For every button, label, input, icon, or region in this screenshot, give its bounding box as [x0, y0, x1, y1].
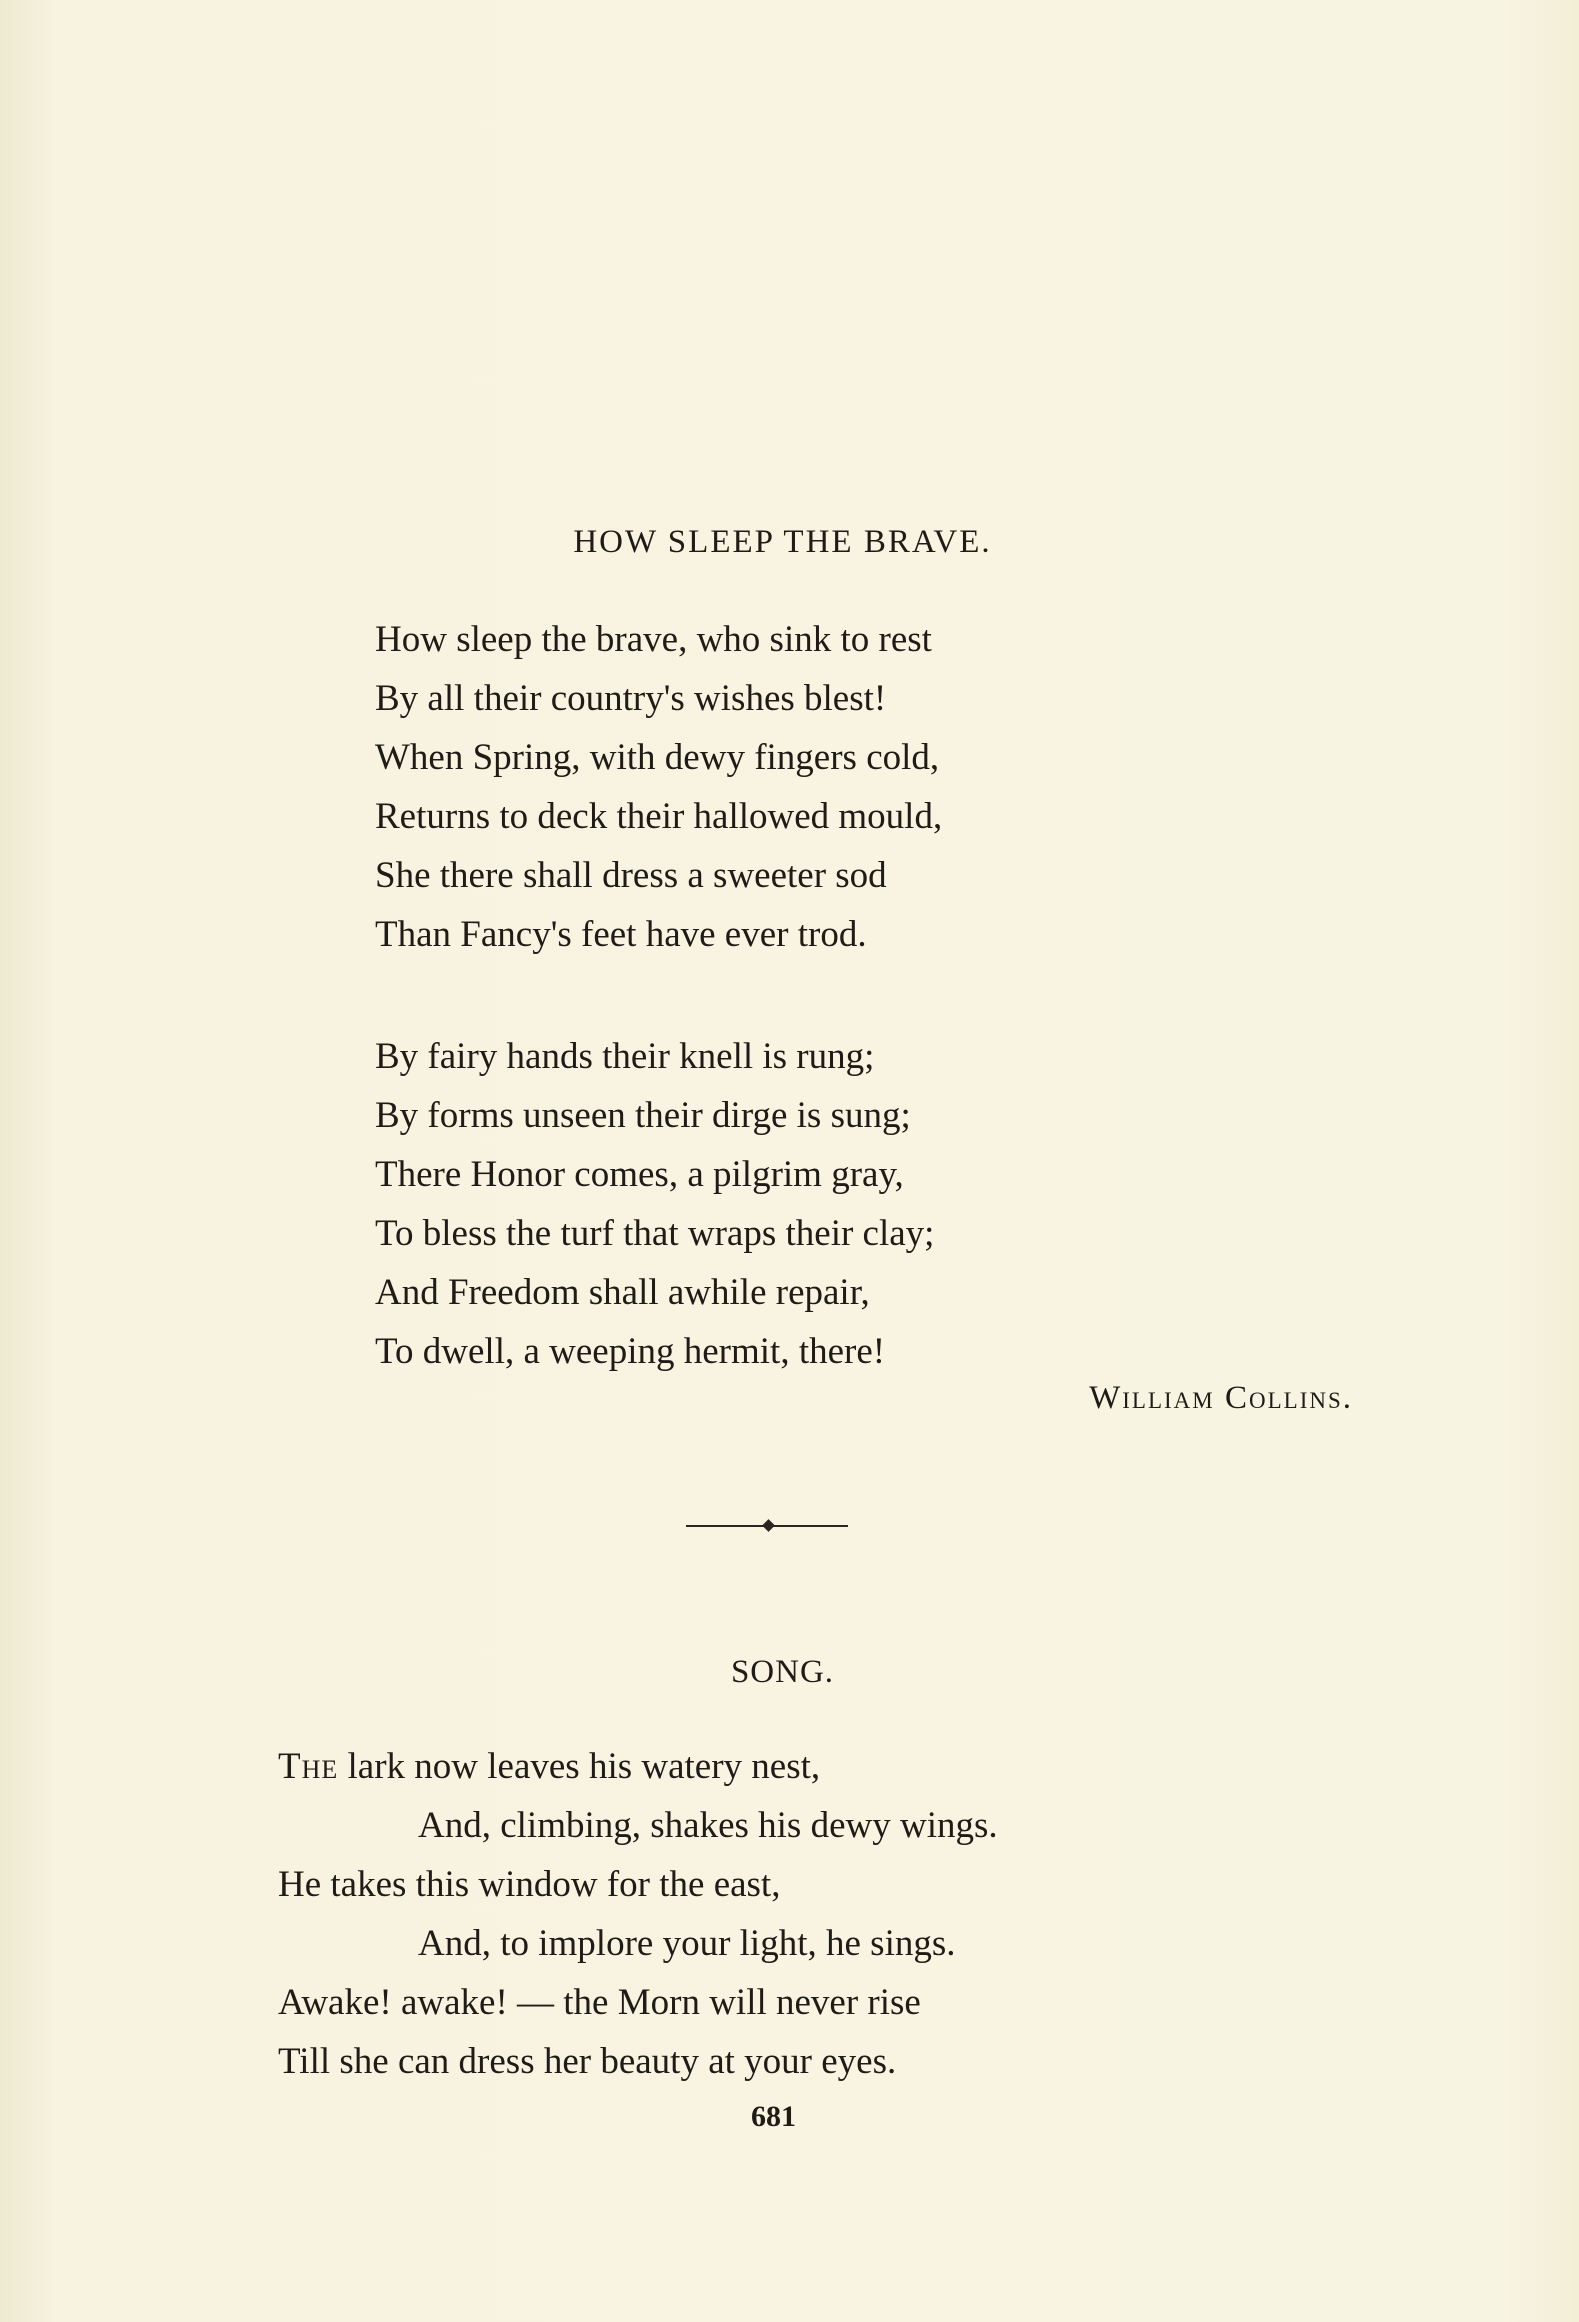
stanza [375, 610, 942, 964]
poem-line: How sleep the brave, who sink to rest [375, 619, 932, 660]
poem-line: Returns to deck their hallowed mould, [375, 796, 943, 837]
poem-line [278, 1737, 998, 1796]
stanza [375, 1027, 934, 1381]
poem-line: Awake! awake! — the Morn will never rise [278, 1982, 921, 2023]
poem-title: HOW SLEEP THE BRAVE. [573, 524, 992, 560]
poem-line: He takes this window for the east, [278, 1864, 781, 1905]
poem-line: Than Fancy's feet have ever trod. [375, 914, 867, 955]
poem-line: She there shall dress a sweeter sod [375, 855, 887, 896]
poem-line: There Honor comes, a pilgrim gray, [375, 1154, 904, 1195]
poem-title: SONG. [730, 1654, 835, 1690]
poem-line: And Freedom shall awhile repair, [375, 1272, 870, 1313]
poem-line: By all their country's wishes blest! [375, 678, 887, 719]
poem-line: By forms unseen their dirge is sung; [375, 1095, 911, 1136]
poem-line: And, climbing, shakes his dewy wings. [418, 1805, 998, 1846]
section-divider [686, 1520, 848, 1532]
opening-word: The [278, 1746, 339, 1787]
poem-author: William Collins. [1089, 1380, 1353, 1416]
stanza [278, 1737, 998, 2091]
poem-line: To bless the turf that wraps their clay; [375, 1213, 935, 1254]
poem-line: To dwell, a weeping hermit, there! [375, 1331, 886, 1372]
page-number: 681 [751, 2100, 796, 2133]
diamond-ornament-icon [762, 1519, 775, 1532]
poem-line: Till she can dress her beauty at your eyes. [278, 2041, 897, 2082]
line-text: lark now leaves his watery nest, [338, 1746, 821, 1787]
poem-line: When Spring, with dewy fingers cold, [375, 737, 940, 778]
poem-line: And, to implore your light, he sings. [418, 1923, 956, 1964]
poem-line: By fairy hands their knell is rung; [375, 1036, 875, 1077]
